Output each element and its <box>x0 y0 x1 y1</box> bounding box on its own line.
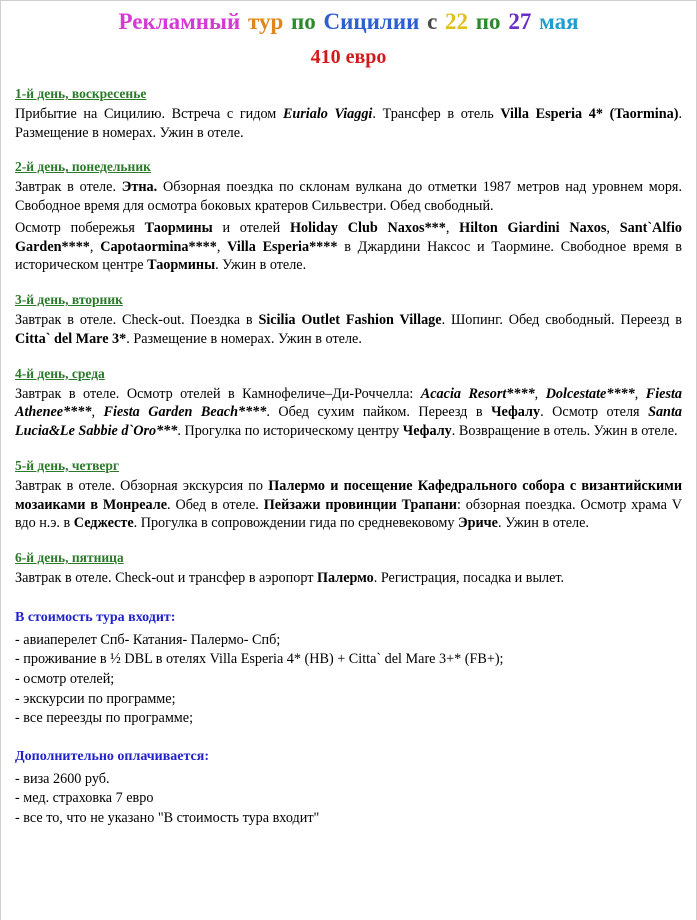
title-word-3: по <box>291 9 316 34</box>
included-item: - осмотр отелей; <box>15 670 115 687</box>
tour-price: 410 евро <box>310 46 387 68</box>
included-item: - проживание в ½ DBL в отелях Villa Esperia 4* (HB) + Citta` del Mare 3+* (FB+); <box>15 651 504 668</box>
day-paragraph: Осмотр побережья Таормины и отелей Holiday Club Naxos***, Hilton Giardini Naxos, Sant`Alfio Garden****, Capotaormina****, Villa Esperia**** в Джардини Наксос и Таормине. Свободное время в историческом центре Таормины. Ужин в отеле. <box>15 219 682 274</box>
title-word-8: 27 <box>508 9 532 34</box>
day-block <box>15 292 682 348</box>
day-heading: 6-й день, пятница <box>15 550 124 566</box>
extra-charges-block <box>15 749 682 829</box>
day-paragraph: Завтрак в отеле. Check-out. Поездка в Sicilia Outlet Fashion Village. Шопинг. Обед свободный. Переезд в Citta` del Mare 3*. Размещение в номерах. Ужин в отеле. <box>15 312 682 347</box>
day-heading: 3-й день, вторник <box>15 292 123 308</box>
day-block <box>15 86 682 142</box>
day-paragraph: Прибытие на Сицилию. Встреча с гидом Eurialo Viaggi. Трансфер в отель Villa Esperia 4* (Taormina). Размещение в номерах. Ужин в отеле. <box>15 106 682 141</box>
included-item: - экскурсии по программе; <box>15 690 176 707</box>
included-heading: В стоимость тура входит: <box>15 609 176 625</box>
document-body <box>1 9 696 829</box>
day-block <box>15 458 682 533</box>
title-word-4: Сицилии <box>323 9 420 34</box>
day-paragraph: Завтрак в отеле. Этна. Обзорная поездка по склонам вулкана до отметки 1987 метров над уровнем моря. Свободное время для осмотра боковых кратеров Сильвестри. Обед свободный. <box>15 179 682 215</box>
top-divider <box>1 0 696 1</box>
title-word-9: мая <box>539 9 579 34</box>
title-word-1: Рекламный <box>118 9 241 34</box>
day-block <box>15 366 682 441</box>
extra-charges-item: - все то, что не указано "В стоимость тура входит" <box>15 809 320 826</box>
included-item: - авиаперелет Спб- Катания- Палермо- Спб; <box>15 631 281 648</box>
title-word-5: с <box>427 9 438 34</box>
title-word-2: тур <box>247 9 284 34</box>
day-paragraph: Завтрак в отеле. Обзорная экскурсия по Палермо и посещение Кафедрального собора с византийскими мозаиками в Монреале. Обед в отеле. Пейзажи провинции Трапани: обзорная поездка. Осмотр храма V вдо н.э. в Седжесте. Прогулка в сопровождении гида по средневековому Эриче. Ужин в отеле. <box>15 477 683 532</box>
extra-charges-item: - виза 2600 руб. <box>15 770 110 787</box>
title-word-6: 22 <box>445 9 469 34</box>
included-block <box>15 610 682 729</box>
extra-charges-heading: Дополнительно оплачивается: <box>15 748 210 764</box>
day-heading: 4-й день, среда <box>15 365 105 381</box>
day-block <box>15 159 682 275</box>
day-heading: 5-й день, четверг <box>15 457 120 473</box>
title-word-7: по <box>475 9 501 34</box>
day-paragraph: Завтрак в отеле. Check-out и трансфер в аэропорт Палермо. Регистрация, посадка и вылет. <box>15 570 565 587</box>
included-item: - все переезды по программе; <box>15 710 194 727</box>
day-block <box>15 550 682 588</box>
day-heading: 1-й день, воскресенье <box>15 86 147 101</box>
day-paragraph: Завтрак в отеле. Осмотр отелей в Камнофеличе–Ди-Роччелла: Acacia Resort****, Dolcestate****, Fiesta Athenee****, Fiesta Garden Beach****. Обед сухим пайком. Переезд в Чефалу. Осмотр отеля Santa Lucia&Le Sabbie d`Oro***. Прогулка по историческому центру Чефалу. Возвращение в отель. Ужин в отеле. <box>15 385 683 440</box>
extra-charges-item: - мед. страховка 7 евро <box>15 790 154 807</box>
page-title <box>15 9 682 35</box>
day-heading: 2-й день, понедельник <box>15 159 151 175</box>
